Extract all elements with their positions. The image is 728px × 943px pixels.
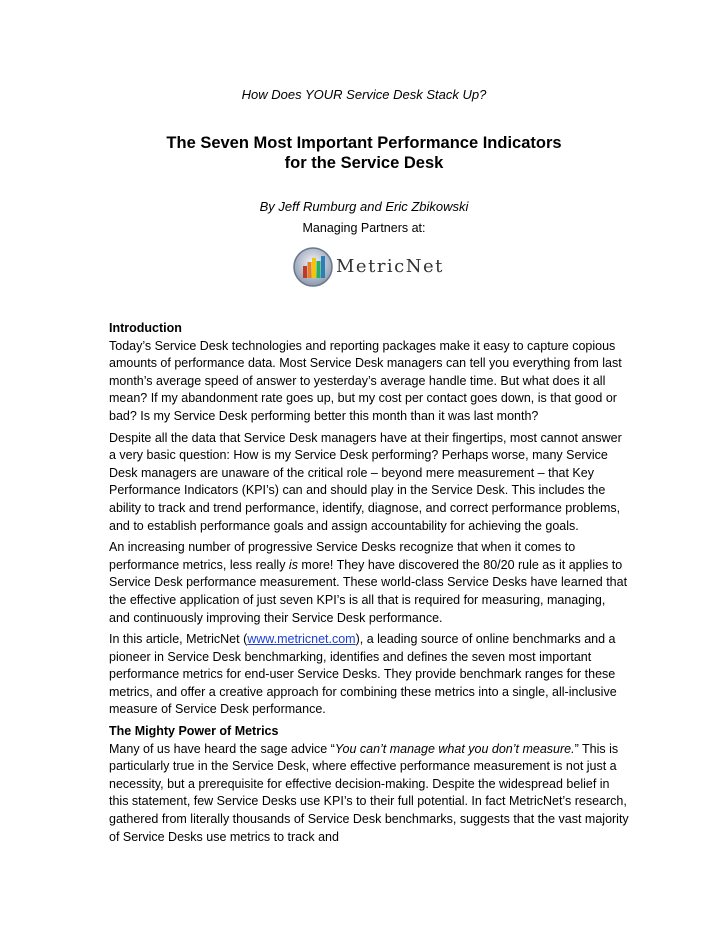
emphasis-quote: You can’t manage what you don’t measure. bbox=[334, 741, 575, 756]
metricnet-website-link[interactable]: www.metricnet.com bbox=[247, 632, 356, 647]
logo-wordmark: MetricNet bbox=[336, 256, 444, 277]
byline: By Jeff Rumburg and Eric Zbikowski bbox=[259, 199, 469, 214]
paragraph bbox=[109, 631, 629, 719]
section-heading-introduction: Introduction bbox=[109, 321, 182, 335]
title-line-2: for the Service Desk bbox=[284, 154, 444, 172]
title-line-1: The Seven Most Important Performance Indicators bbox=[166, 134, 562, 152]
article-body bbox=[109, 320, 629, 850]
metricnet-logo bbox=[292, 246, 444, 290]
bar-chart-logo-icon bbox=[292, 246, 336, 290]
text-run: ” This is particularly true in the Service Desk, where effective performance measurement is not just a necessity, but a prerequisite for effective decision-making. Despite the widespread belief in this statement, few Service Desks use KPI’s to their full potential. In fact MetricNet’s research, gathered from literally thousands of Service Desk benchmarks, suggests that the vast majority of Service Desks use metrics to track and bbox=[109, 741, 629, 844]
paragraph: Despite all the data that Service Desk managers have at their fingertips, most cannot answer a very basic question: How is my Service Desk performing? Perhaps worse, many Service Desk managers are unaware of the critical role – beyond mere measurement – that Key Performance Indicators (KPI’s) can and should play in the Service Desk. This includes the ability to track and trend performance, identify, diagnose, and correct performance problems, and to establish performance goals and assign accountability for achieving the goals. bbox=[109, 430, 622, 533]
text-run: In this article, MetricNet ( bbox=[109, 632, 248, 647]
text-run: ), a leading source of online benchmarks and a pioneer in Service Desk benchmarking, identifies and defines the seven most important performance metrics for end-user Service Desks. They provide benchmark ranges for these metrics, and offer a creative approach for combining these metrics into a single, all-inclusive measure of Service Desk performance. bbox=[109, 632, 617, 717]
document-title bbox=[0, 133, 728, 173]
partners-label: Managing Partners at: bbox=[302, 221, 426, 235]
section-heading-mighty-power: The Mighty Power of Metrics bbox=[109, 724, 279, 739]
paragraph bbox=[109, 539, 629, 627]
text-run: An increasing number of progressive Service Desks recognize that when it comes to performance metrics, less really bbox=[109, 540, 576, 572]
text-run: more! They have discovered the 80/20 rule as it applies to Service Desk performance measurement. These world-class Service Desks have learned that the effective application of just seven KPI’s is all that is required for measuring, managing, and continuously improving their Service Desk performance. bbox=[109, 557, 628, 625]
tagline: How Does YOUR Service Desk Stack Up? bbox=[241, 87, 487, 102]
paragraph: Today’s Service Desk technologies and reporting packages make it easy to capture copious amounts of performance data. Most Service Desk managers can tell you everything from last month’s average speed of answer to yesterday’s average handle time. But what does it all mean? If my abandonment rate goes up, but my cost per contact goes down, is that good or bad? Is my Service Desk performing better this month than it was last month? bbox=[109, 338, 622, 423]
text-run: Many of us have heard the sage advice “ bbox=[109, 741, 335, 756]
paragraph bbox=[109, 741, 629, 847]
emphasis-text: is bbox=[288, 557, 298, 572]
